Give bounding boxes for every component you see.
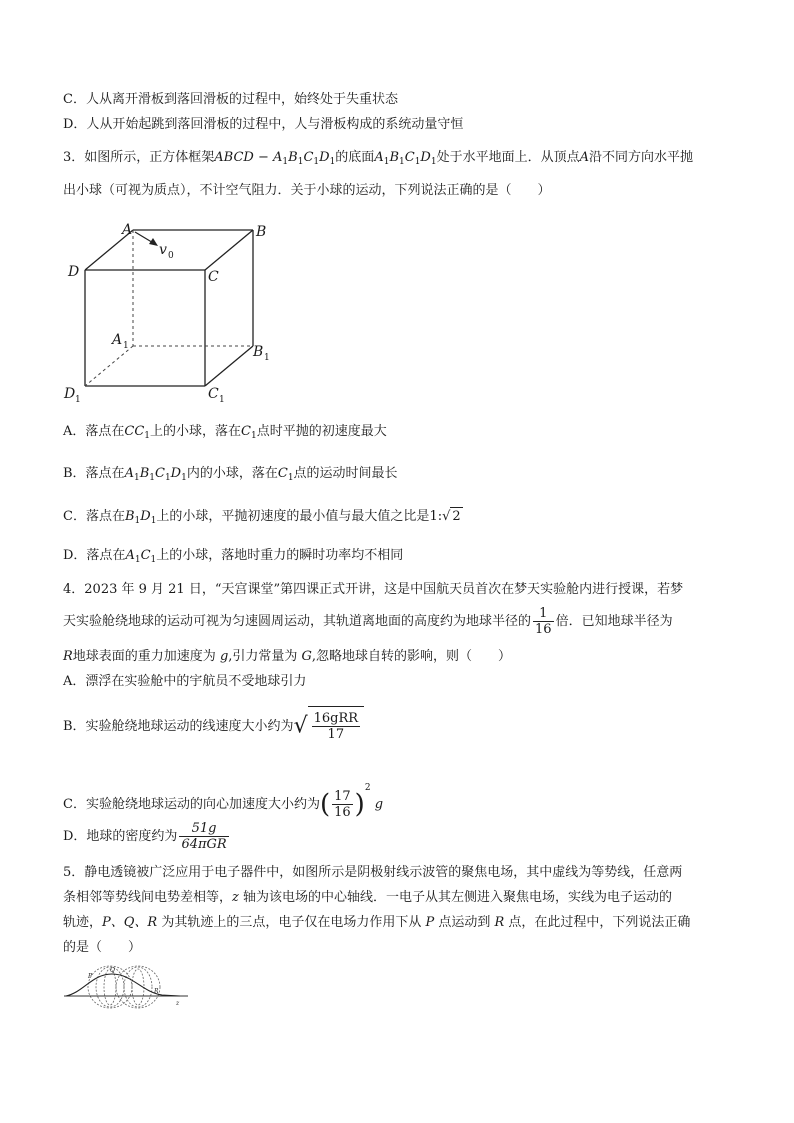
label-q: Q xyxy=(110,967,115,974)
label-p: P xyxy=(88,973,93,980)
label-r: R xyxy=(154,988,159,995)
q5-stem-line3: 轨迹，P、Q、R 为其轨迹上的三点，电子仅在电场力作用下从 P 点运动到 R 点，在此过程中，下列说法正确 xyxy=(63,915,691,930)
q3-option-c: C．落点在$B_1D_1$上的小球，平抛初速度的最小值与最大值之比是1:√ 2 xyxy=(63,509,461,526)
label-c: C xyxy=(208,269,219,285)
label-z-axis: z xyxy=(176,1000,180,1007)
label-c1-sub: 1 xyxy=(219,395,225,402)
label-d1: D xyxy=(64,386,76,402)
q5-stem-line2: 条相邻等势线间电势差相等，z 轴为该电场的中心轴线．一电子从其左侧进入聚焦电场，实线为电子运动的 xyxy=(63,890,673,905)
q2-option-d: D．人从开始起跳到落回滑板的过程中，人与滑板构成的系统动量守恒 xyxy=(63,117,464,132)
q2-option-c: C．人从离开滑板到落回滑板的过程中，始终处于失重状态 xyxy=(63,92,398,107)
sqrt-fraction: √ $\frac{\text{16gRR}}{17}$ xyxy=(294,706,364,747)
q4-option-d: D．地球的密度约为 $\frac{51g}{\text{64πGR}}$ xyxy=(63,821,227,852)
sqrt-2: √ 2 xyxy=(442,509,461,524)
q4-stem-line3: R地球表面的重力加速度为 g,引力常量为 G,忽略地球自转的影响，则（ ） xyxy=(63,649,512,664)
q4-option-a: A．漂浮在实验舱中的宇航员不受地球引力 xyxy=(63,674,307,689)
label-a: A xyxy=(122,222,133,238)
label-d1-sub: 1 xyxy=(75,395,81,402)
fraction-1-16: $\frac{1}{16}$ xyxy=(535,606,552,637)
label-a1: A xyxy=(112,332,123,348)
cube-figure xyxy=(60,218,280,402)
q3-option-d: D．落点在$A_1C_1$上的小球，落地时重力的瞬时功率均不相同 xyxy=(63,548,404,565)
q4-option-c: C．实验舱绕地球运动的向心加速度大小约为( $\frac{17}{16}$ )$^2$ g xyxy=(63,783,384,820)
q3-option-a: A．落点在$CC_1$上的小球，落在$C_1$点时平抛的初速度最大 xyxy=(63,424,387,441)
q5-stem-line1: 5．静电透镜被广泛应用于电子器件中，如图所示是阴极射线示波管的聚焦电场，其中虚线为等势线，任意两 xyxy=(63,865,683,880)
label-c1: C xyxy=(208,386,219,402)
electrostatic-lens-figure xyxy=(62,962,192,1012)
q3-stem-line2: 出小球（可视为质点），不计空气阻力．关于小球的运动，下列说法正确的是（ ） xyxy=(63,183,551,198)
label-b: B xyxy=(256,224,267,240)
label-b1-sub: 1 xyxy=(264,353,270,363)
q4-option-b: B．实验舱绕地球运动的线速度大小约为√ $\frac{\text{16gRR}}{17}$ xyxy=(63,706,364,747)
label-d: D xyxy=(68,264,80,280)
q4-stem-line1: 4．2023 年 9 月 21 日，“天宫课堂”第四课正式开讲，这是中国航天员首次在梦天实验舱内进行授课，若梦 xyxy=(63,582,684,597)
label-b1: B xyxy=(253,344,264,360)
q5-stem-line4: 的是（ ） xyxy=(63,940,142,955)
label-v0: v xyxy=(159,242,167,258)
q3-stem-line1: 3．如图所示，正方体框架ABCD − $A_1B_1C_1D_1$的底面$A_1B_1C_1D_1$处于水平地面上．从顶点A沿不同方向水平抛 xyxy=(63,150,694,167)
q4-stem-line2: 天实验舱绕地球的运动可视为匀速圆周运动，其轨道离地面的高度约为地球半径的 $\frac{1}{16}$ 倍．已知地球半径为 xyxy=(63,606,673,637)
q3-option-b: B．落点在$A_1B_1C_1D_1$内的小球，落在$C_1$点的运动时间最长 xyxy=(63,466,398,483)
label-a1-sub: 1 xyxy=(123,341,129,351)
label-v0-sub: 0 xyxy=(168,251,174,261)
